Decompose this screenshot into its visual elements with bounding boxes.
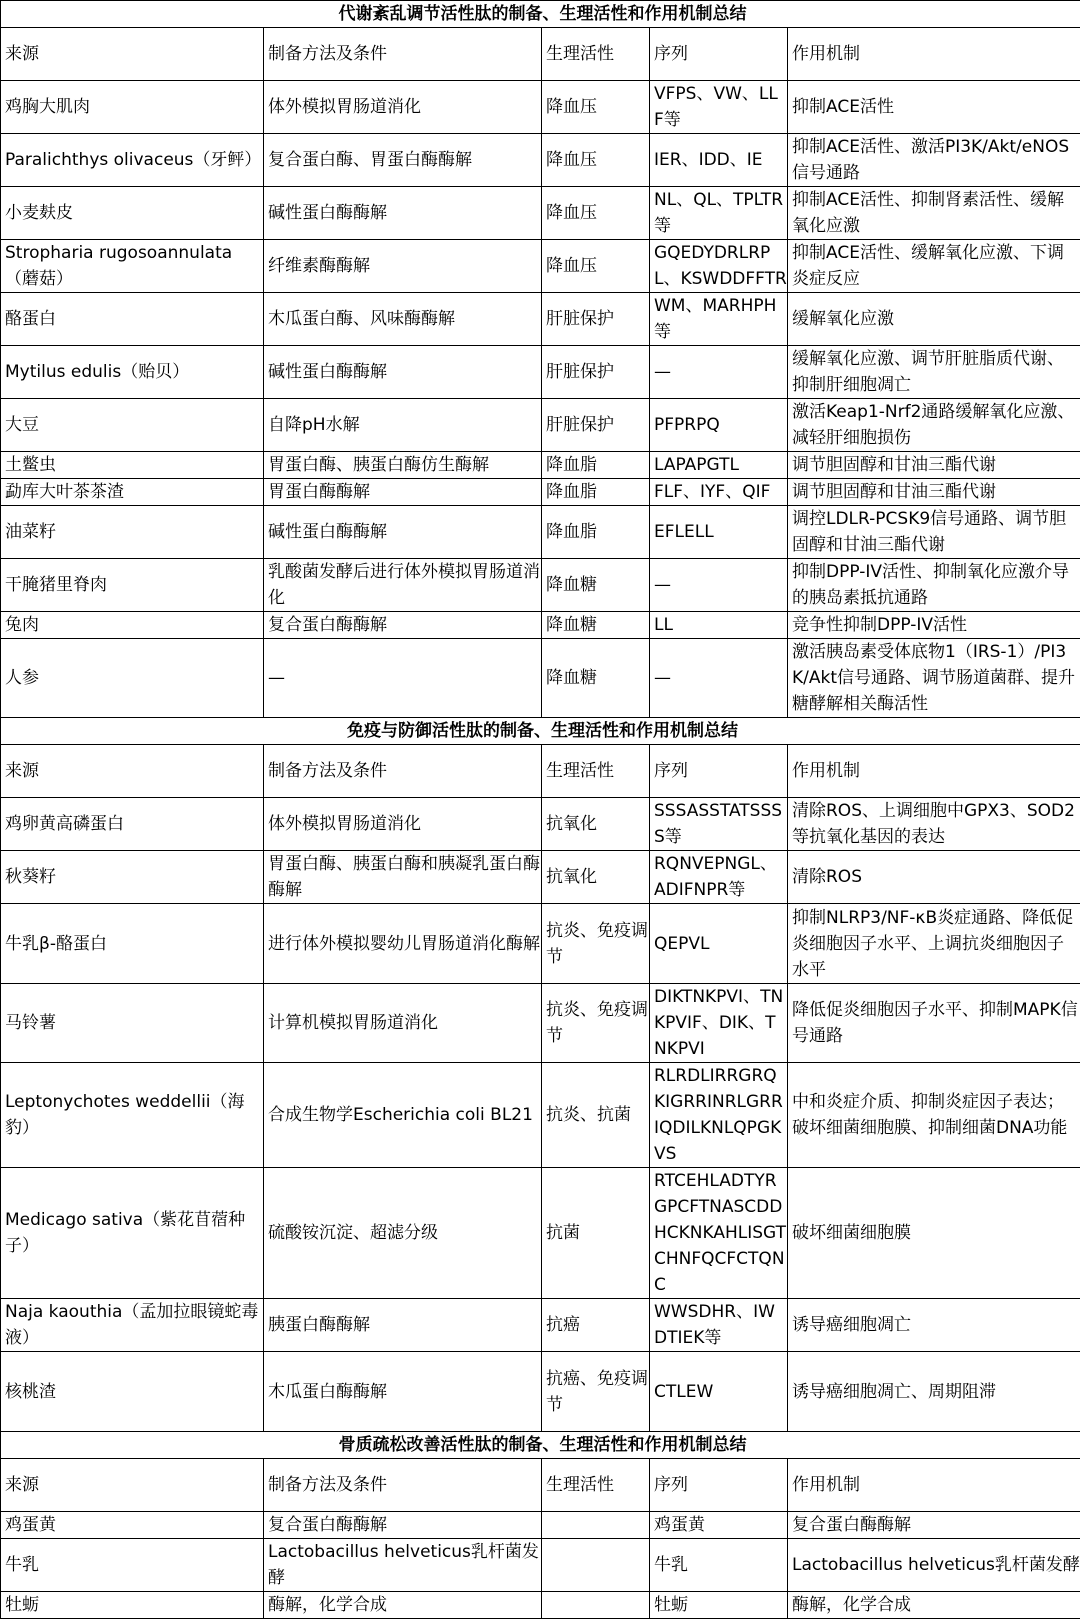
section-title: 免疫与防御活性肽的制备、生理活性和作用机制总结	[1, 718, 1080, 745]
cell-sequence: 鸡蛋黄	[650, 1512, 788, 1539]
cell-activity: 降血脂	[542, 452, 650, 479]
cell-method: 复合蛋白酶酶解	[264, 1512, 542, 1539]
cell-sequence: RTCEHLADTYRGPCFTNASCDDHCKNKAHLISGTCHNFQCFCTQNC	[650, 1168, 788, 1299]
cell-mechanism: 缓解氧化应激	[788, 293, 1080, 346]
header-activity: 生理活性	[542, 28, 650, 81]
table-row	[1, 612, 1080, 639]
cell-source: 马铃薯	[1, 984, 264, 1063]
cell-activity: 抗菌	[542, 1168, 650, 1299]
table-row	[1, 1063, 1080, 1168]
cell-sequence: —	[650, 639, 788, 718]
cell-mechanism: 抑制ACE活性	[788, 81, 1080, 134]
cell-mechanism: 抑制ACE活性、激活PI3K/Akt/eNOS信号通路	[788, 134, 1080, 187]
header-method: 制备方法及条件	[264, 28, 542, 81]
cell-source: 勐库大叶茶茶渣	[1, 479, 264, 506]
section-title-row	[1, 1, 1080, 28]
cell-activity: 抗癌	[542, 1299, 650, 1352]
cell-sequence: VFPS、VW、LLF等	[650, 81, 788, 134]
cell-activity: 抗癌、免疫调节	[542, 1352, 650, 1432]
cell-source: 牡蛎	[1, 1592, 264, 1619]
table-row	[1, 984, 1080, 1063]
table-row	[1, 798, 1080, 851]
table-row	[1, 1168, 1080, 1299]
cell-method: 胃蛋白酶、胰蛋白酶和胰凝乳蛋白酶酶解	[264, 851, 542, 904]
table-row	[1, 81, 1080, 134]
cell-mechanism: 竞争性抑制DPP-IV活性	[788, 612, 1080, 639]
cell-method: 乳酸菌发酵后进行体外模拟胃肠道消化	[264, 559, 542, 612]
cell-activity	[542, 1512, 650, 1539]
cell-sequence: IER、IDD、IE	[650, 134, 788, 187]
cell-mechanism: 中和炎症介质、抑制炎症因子表达；破坏细菌细胞膜、抑制细菌DNA功能	[788, 1063, 1080, 1168]
cell-mechanism: 降低促炎细胞因子水平、抑制MAPK信号通路	[788, 984, 1080, 1063]
table-row	[1, 1352, 1080, 1432]
cell-source: 酪蛋白	[1, 293, 264, 346]
cell-method: 进行体外模拟婴幼儿胃肠道消化酶解	[264, 904, 542, 984]
cell-sequence: SSSASSTATSSSS等	[650, 798, 788, 851]
cell-activity: 降血压	[542, 134, 650, 187]
cell-method: 碱性蛋白酶酶解	[264, 346, 542, 399]
table-row	[1, 639, 1080, 718]
cell-method: 体外模拟胃肠道消化	[264, 81, 542, 134]
cell-mechanism: 抑制NLRP3/NF-κB炎症通路、降低促炎细胞因子水平、上调抗炎细胞因子水平	[788, 904, 1080, 984]
table-row	[1, 452, 1080, 479]
cell-source: 鸡卵黄高磷蛋白	[1, 798, 264, 851]
cell-source: 小麦麸皮	[1, 187, 264, 240]
header-method: 制备方法及条件	[264, 745, 542, 798]
table-row	[1, 559, 1080, 612]
section-title-row	[1, 718, 1080, 745]
cell-mechanism: 激活胰岛素受体底物1（IRS-1）/PI3K/Akt信号通路、调节肠道菌群、提升糖酵解相关酶活性	[788, 639, 1080, 718]
cell-mechanism: Lactobacillus helveticus乳杆菌发酵	[788, 1539, 1080, 1592]
cell-method: 胃蛋白酶酶解	[264, 479, 542, 506]
cell-sequence: FLF、IYF、QIF	[650, 479, 788, 506]
cell-source: Stropharia rugosoannulata（蘑菇）	[1, 240, 264, 293]
cell-activity: 降血压	[542, 187, 650, 240]
cell-source: 秋葵籽	[1, 851, 264, 904]
table-row	[1, 399, 1080, 452]
table-row	[1, 1539, 1080, 1592]
cell-mechanism: 激活Keap1-Nrf2通路缓解氧化应激、减轻肝细胞损伤	[788, 399, 1080, 452]
cell-method: 碱性蛋白酶酶解	[264, 187, 542, 240]
cell-mechanism: 缓解氧化应激、调节肝脏脂质代谢、抑制肝细胞凋亡	[788, 346, 1080, 399]
cell-activity	[542, 1592, 650, 1619]
cell-method: 木瓜蛋白酶酶解	[264, 1352, 542, 1432]
cell-mechanism: 调节胆固醇和甘油三酯代谢	[788, 452, 1080, 479]
cell-sequence: GQEDYDRLRPL、KSWDDFFTR	[650, 240, 788, 293]
cell-method: 胰蛋白酶酶解	[264, 1299, 542, 1352]
cell-method: 合成生物学Escherichia coli BL21	[264, 1063, 542, 1168]
cell-sequence: LAPAPGTL	[650, 452, 788, 479]
cell-source: 牛乳	[1, 1539, 264, 1592]
cell-source: 核桃渣	[1, 1352, 264, 1432]
cell-sequence: 牡蛎	[650, 1592, 788, 1619]
cell-source: Paralichthys olivaceus（牙鲆）	[1, 134, 264, 187]
cell-activity: 降血糖	[542, 559, 650, 612]
cell-sequence: QEPVL	[650, 904, 788, 984]
section-title-row	[1, 1432, 1080, 1459]
section-title: 骨质疏松改善活性肽的制备、生理活性和作用机制总结	[1, 1432, 1080, 1459]
cell-source: 鸡胸大肌肉	[1, 81, 264, 134]
table-row	[1, 479, 1080, 506]
cell-mechanism: 酶解，化学合成	[788, 1592, 1080, 1619]
cell-activity: 抗炎、免疫调节	[542, 904, 650, 984]
cell-method: 木瓜蛋白酶、风味酶酶解	[264, 293, 542, 346]
header-row	[1, 28, 1080, 81]
cell-mechanism: 清除ROS	[788, 851, 1080, 904]
cell-method: 胃蛋白酶、胰蛋白酶仿生酶解	[264, 452, 542, 479]
table-row	[1, 134, 1080, 187]
cell-mechanism: 破坏细菌细胞膜	[788, 1168, 1080, 1299]
cell-sequence: CTLEW	[650, 1352, 788, 1432]
cell-source: 牛乳β-酪蛋白	[1, 904, 264, 984]
cell-activity: 抗炎、抗菌	[542, 1063, 650, 1168]
header-sequence: 序列	[650, 1459, 788, 1512]
section-title: 代谢紊乱调节活性肽的制备、生理活性和作用机制总结	[1, 1, 1080, 28]
cell-method: —	[264, 639, 542, 718]
cell-sequence: WWSDHR、IWDTIEK等	[650, 1299, 788, 1352]
cell-activity: 肝脏保护	[542, 293, 650, 346]
header-sequence: 序列	[650, 745, 788, 798]
table-row	[1, 506, 1080, 559]
cell-activity: 抗炎、免疫调节	[542, 984, 650, 1063]
header-activity: 生理活性	[542, 1459, 650, 1512]
header-source: 来源	[1, 28, 264, 81]
cell-activity: 降血脂	[542, 506, 650, 559]
cell-activity: 抗氧化	[542, 851, 650, 904]
cell-activity	[542, 1539, 650, 1592]
cell-mechanism: 诱导癌细胞凋亡、周期阻滞	[788, 1352, 1080, 1432]
cell-source: 鸡蛋黄	[1, 1512, 264, 1539]
cell-sequence: RLRDLIRRGRQKIGRRINRLGRRIQDILKNLQPGKVS	[650, 1063, 788, 1168]
cell-sequence: LL	[650, 612, 788, 639]
cell-source: 油菜籽	[1, 506, 264, 559]
table-row	[1, 904, 1080, 984]
header-mechanism: 作用机制	[788, 745, 1080, 798]
header-method: 制备方法及条件	[264, 1459, 542, 1512]
cell-activity: 肝脏保护	[542, 399, 650, 452]
table-row	[1, 1512, 1080, 1539]
cell-method: 碱性蛋白酶酶解	[264, 506, 542, 559]
cell-sequence: —	[650, 346, 788, 399]
header-activity: 生理活性	[542, 745, 650, 798]
cell-sequence: —	[650, 559, 788, 612]
cell-activity: 降血糖	[542, 612, 650, 639]
cell-method: 硫酸铵沉淀、超滤分级	[264, 1168, 542, 1299]
cell-sequence: WM、MARHPH等	[650, 293, 788, 346]
cell-activity: 降血压	[542, 81, 650, 134]
cell-source: 人参	[1, 639, 264, 718]
header-row	[1, 745, 1080, 798]
cell-method: Lactobacillus helveticus乳杆菌发酵	[264, 1539, 542, 1592]
cell-activity: 抗氧化	[542, 798, 650, 851]
cell-activity: 降血脂	[542, 479, 650, 506]
cell-method: 计算机模拟胃肠道消化	[264, 984, 542, 1063]
cell-sequence: PFPRPQ	[650, 399, 788, 452]
cell-source: 大豆	[1, 399, 264, 452]
cell-mechanism: 调节胆固醇和甘油三酯代谢	[788, 479, 1080, 506]
table-row	[1, 851, 1080, 904]
header-mechanism: 作用机制	[788, 1459, 1080, 1512]
cell-source: Naja kaouthia（孟加拉眼镜蛇毒液）	[1, 1299, 264, 1352]
header-mechanism: 作用机制	[788, 28, 1080, 81]
cell-mechanism: 复合蛋白酶酶解	[788, 1512, 1080, 1539]
table-row	[1, 346, 1080, 399]
cell-activity: 肝脏保护	[542, 346, 650, 399]
header-row	[1, 1459, 1080, 1512]
cell-mechanism: 调控LDLR-PCSK9信号通路、调节胆固醇和甘油三酯代谢	[788, 506, 1080, 559]
table-row	[1, 1299, 1080, 1352]
cell-source: Medicago sativa（紫花苜蓿种子）	[1, 1168, 264, 1299]
cell-mechanism: 抑制ACE活性、抑制肾素活性、缓解氧化应激	[788, 187, 1080, 240]
cell-source: 兔肉	[1, 612, 264, 639]
cell-mechanism: 抑制ACE活性、缓解氧化应激、下调炎症反应	[788, 240, 1080, 293]
header-source: 来源	[1, 1459, 264, 1512]
cell-method: 纤维素酶酶解	[264, 240, 542, 293]
cell-sequence: EFLELL	[650, 506, 788, 559]
cell-sequence: RQNVEPNGL、ADIFNPR等	[650, 851, 788, 904]
cell-method: 复合蛋白酶、胃蛋白酶酶解	[264, 134, 542, 187]
cell-mechanism: 诱导癌细胞凋亡	[788, 1299, 1080, 1352]
cell-source: 土鳖虫	[1, 452, 264, 479]
cell-activity: 降血压	[542, 240, 650, 293]
cell-source: Leptonychotes weddellii（海豹）	[1, 1063, 264, 1168]
cell-method: 自降pH水解	[264, 399, 542, 452]
table-row	[1, 293, 1080, 346]
cell-method: 酶解，化学合成	[264, 1592, 542, 1619]
cell-sequence: DIKTNKPVI、TNKPVIF、DIK、TNKPVI	[650, 984, 788, 1063]
table-row	[1, 240, 1080, 293]
cell-source: Mytilus edulis（贻贝）	[1, 346, 264, 399]
cell-method: 复合蛋白酶酶解	[264, 612, 542, 639]
cell-source: 干腌猪里脊肉	[1, 559, 264, 612]
cell-mechanism: 清除ROS、上调细胞中GPX3、SOD2等抗氧化基因的表达	[788, 798, 1080, 851]
cell-method: 体外模拟胃肠道消化	[264, 798, 542, 851]
header-source: 来源	[1, 745, 264, 798]
cell-sequence: 牛乳	[650, 1539, 788, 1592]
table-row	[1, 187, 1080, 240]
cell-activity: 降血糖	[542, 639, 650, 718]
table-row	[1, 1592, 1080, 1619]
header-sequence: 序列	[650, 28, 788, 81]
cell-mechanism: 抑制DPP-IV活性、抑制氧化应激介导的胰岛素抵抗通路	[788, 559, 1080, 612]
cell-sequence: NL、QL、TPLTR等	[650, 187, 788, 240]
